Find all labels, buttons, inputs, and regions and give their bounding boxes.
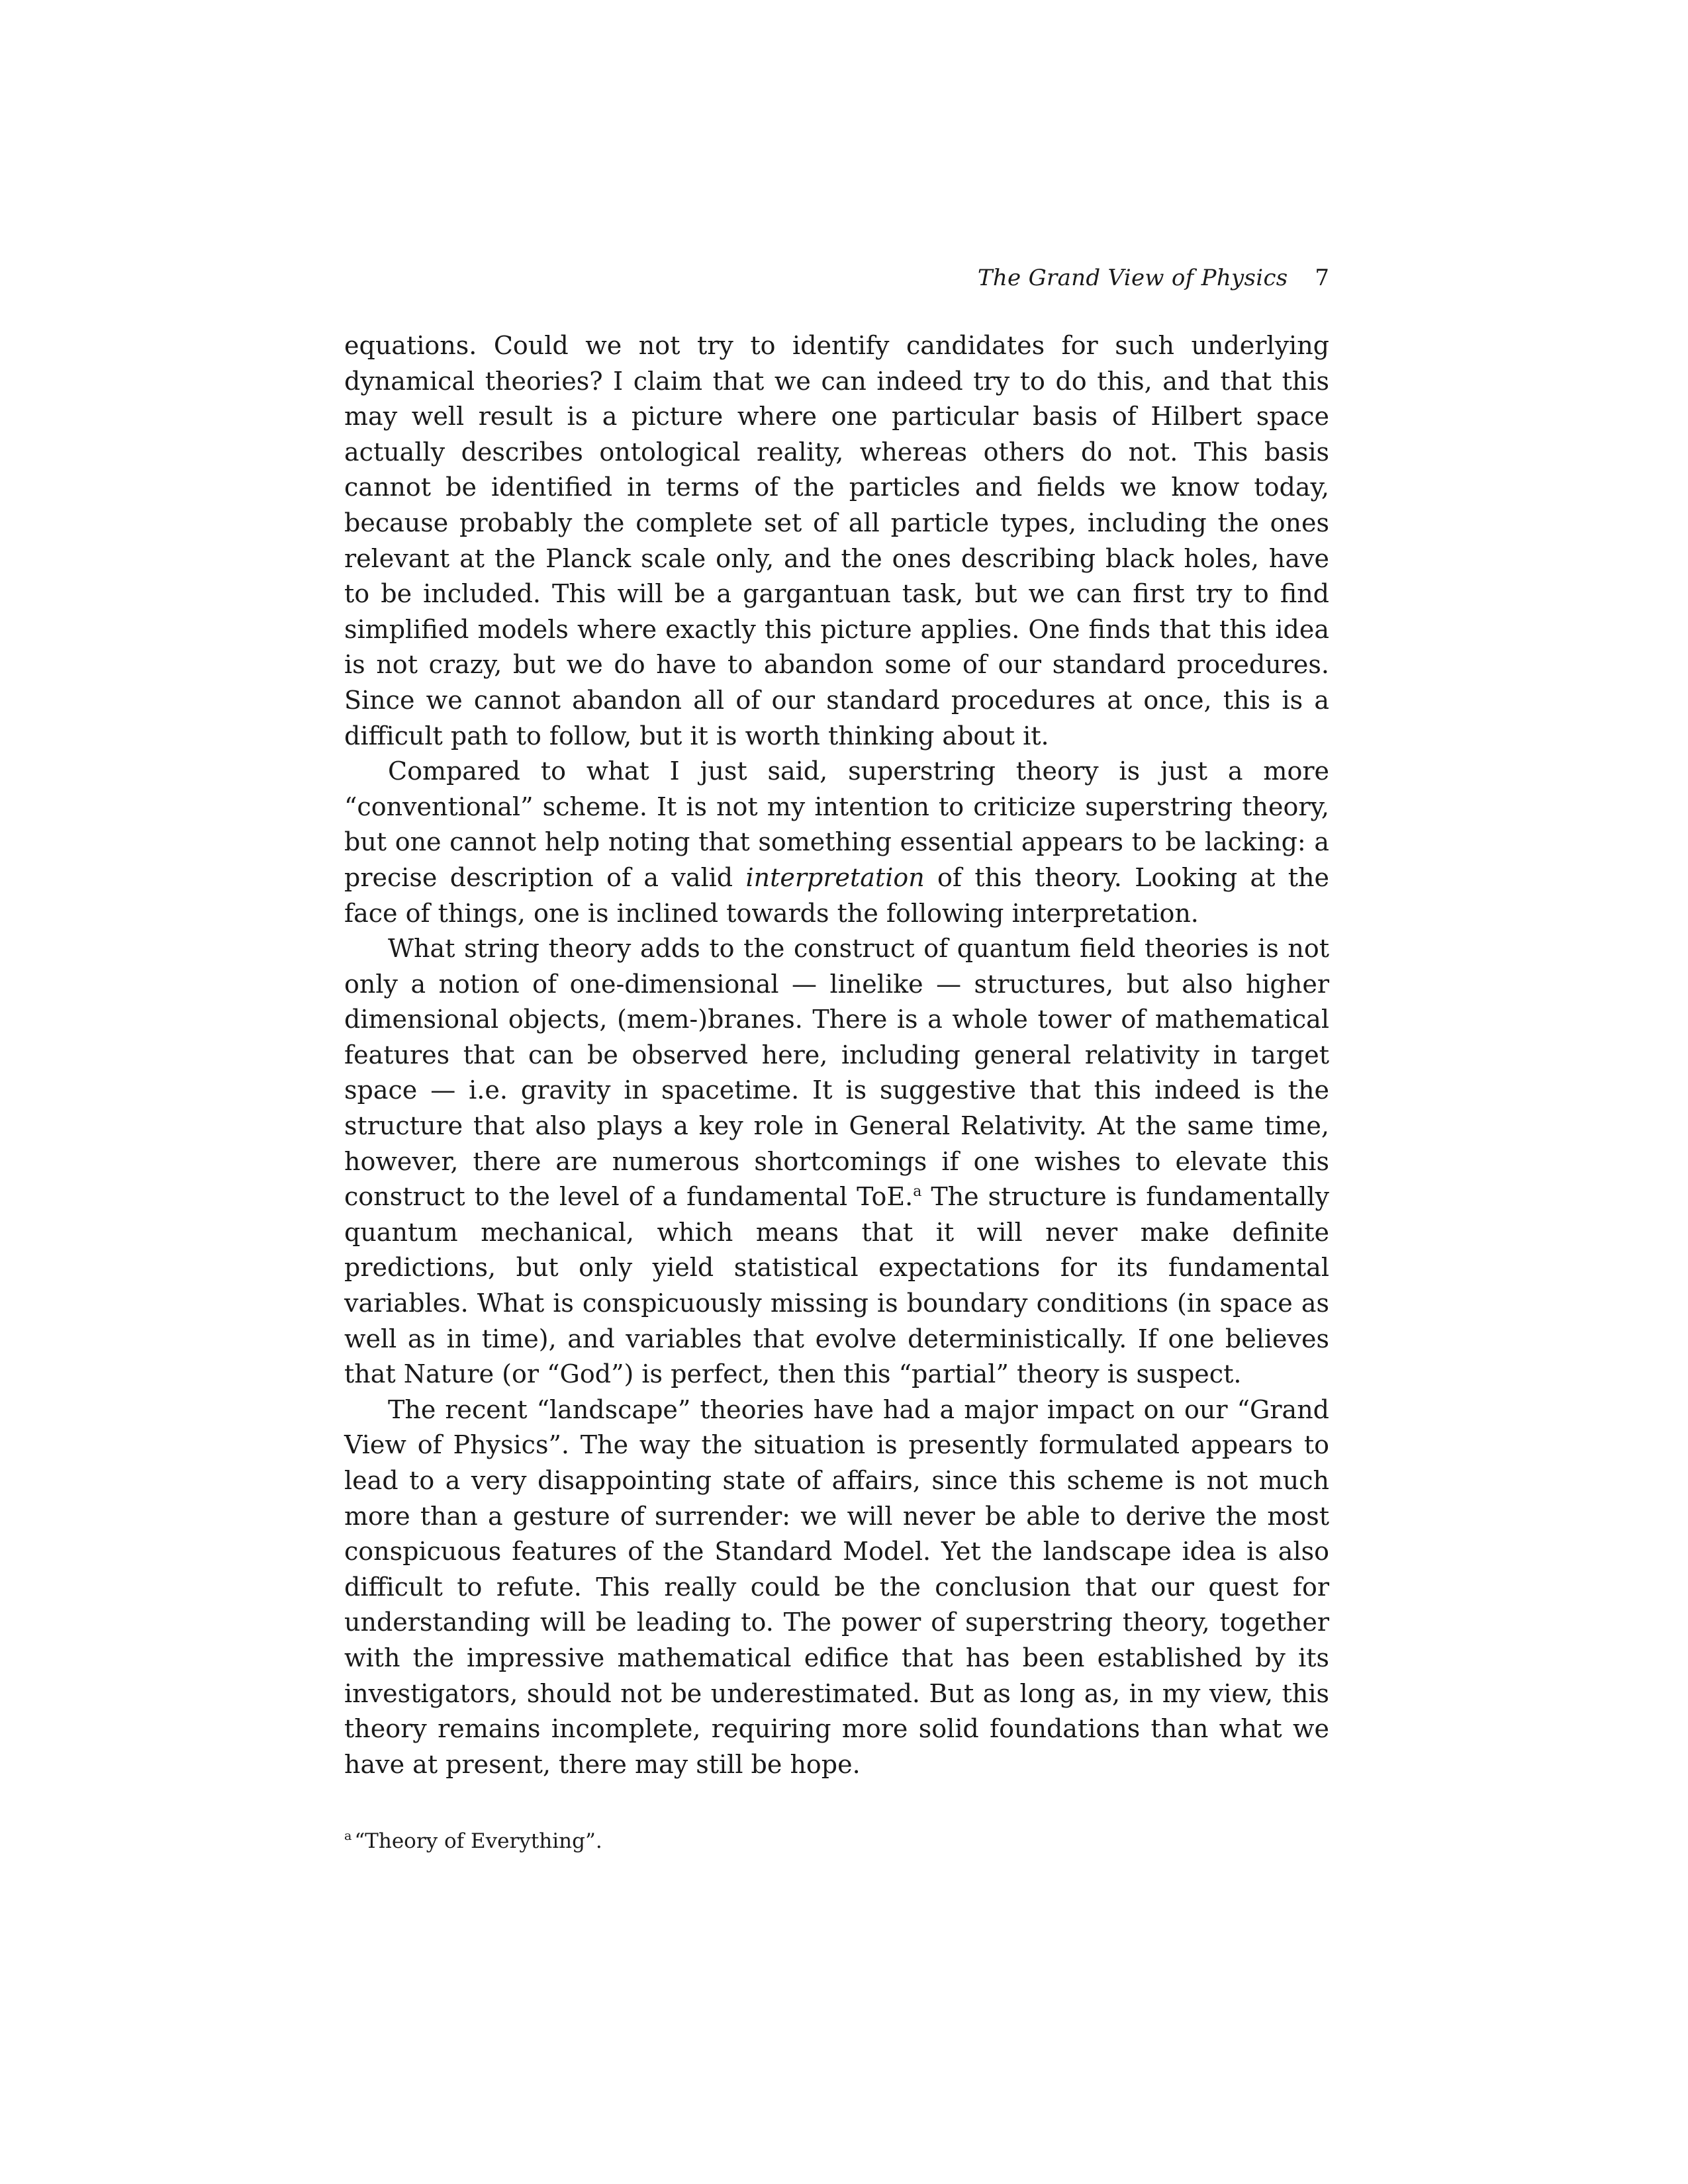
running-head	[344, 263, 1329, 293]
paragraph-1: equations. Could we not try to identify candidates for such underlying dynamical theories? I claim that we can indeed try to do this, and that this may well result is a picture where one particular basis of Hilbert space actually describes ontological reality, whereas others do not. This basis cannot be identified in terms of the particles and fields we know today, because probably the complete set of all particle types, including the ones relevant at the Planck scale only, and the ones describing black holes, have to be included. This will be a gargantuan task, but we can first try to find simplified models where exactly this picture applies. One finds that this idea is not crazy, but we do have to abandon some of our standard procedures. Since we cannot abandon all of our standard procedures at once, this is a difficult path to follow, but it is worth thinking about it.	[344, 331, 1329, 751]
footnote	[344, 1828, 1329, 1854]
footnote-reference[interactable]: a	[913, 1183, 922, 1201]
paragraph-4: The recent “landscape” theories have had a major impact on our “Grand View of Physics”. The way the situation is presently formulated appears to lead to a very disappointing state of affairs, since this scheme is not much more than a gesture of surrender: we will never be able to derive the most conspicuous features of the Standard Model. Yet the landscape idea is also difficult to refute. This really could be the conclusion that our quest for understanding will be leading to. The power of superstring theory, together with the impressive mathematical edifice that has been established by its investigators, should not be underestimated. But as long as, in my view, this theory remains incomplete, requiring more solid foundations than what we have at present, there may still be hope.	[344, 1394, 1329, 1779]
page-number: 7	[1315, 265, 1329, 291]
running-title: The Grand View of Physics	[977, 265, 1288, 291]
paragraph-3-text-b: The structure is fundamentally quantum mechanical, which means that it will never make definite predictions, but only yield statistical expectations for its fundamental variables. What is conspicuously missing is boundary conditions (in space as well as in time), and variables that evolve deterministically. If one believes that Nature (or “God”) is perfect, then this “partial” theory is suspect.	[344, 1182, 1329, 1389]
body-text	[344, 328, 1329, 1782]
paragraph-3-text-a: What string theory adds to the construct of quantum field theories is not only a notion of one-dimensional — linelike — structures, but also higher dimensional objects, (mem-)branes. There is a whole tower of mathematical features that can be observed here, including general relativity in target space — i.e. gravity in spacetime. It is suggestive that this indeed is the structure that also plays a key role in General Relativity. At the same time, however, there are numerous shortcomings if one wishes to elevate this construct to the level of a fundamental ToE.	[344, 934, 1329, 1212]
footnote-text: “Theory of Everything”.	[354, 1829, 602, 1853]
paragraph-2-text-b: of this theory. Looking at the face of things, one is inclined towards the following interpretation.	[344, 862, 1330, 928]
paragraph-2-text-a: Compared to what I just said, superstring theory is just a more “conventional” scheme. It is not my intention to criticize superstring theory, but one cannot help noting that something essential appears to be lacking: a precise description of a valid	[344, 756, 1329, 892]
paragraph-2	[344, 754, 1329, 931]
emphasis-interpretation: interpretation	[745, 862, 925, 892]
footnote-mark: a	[344, 1829, 352, 1843]
paragraph-3	[344, 931, 1329, 1392]
